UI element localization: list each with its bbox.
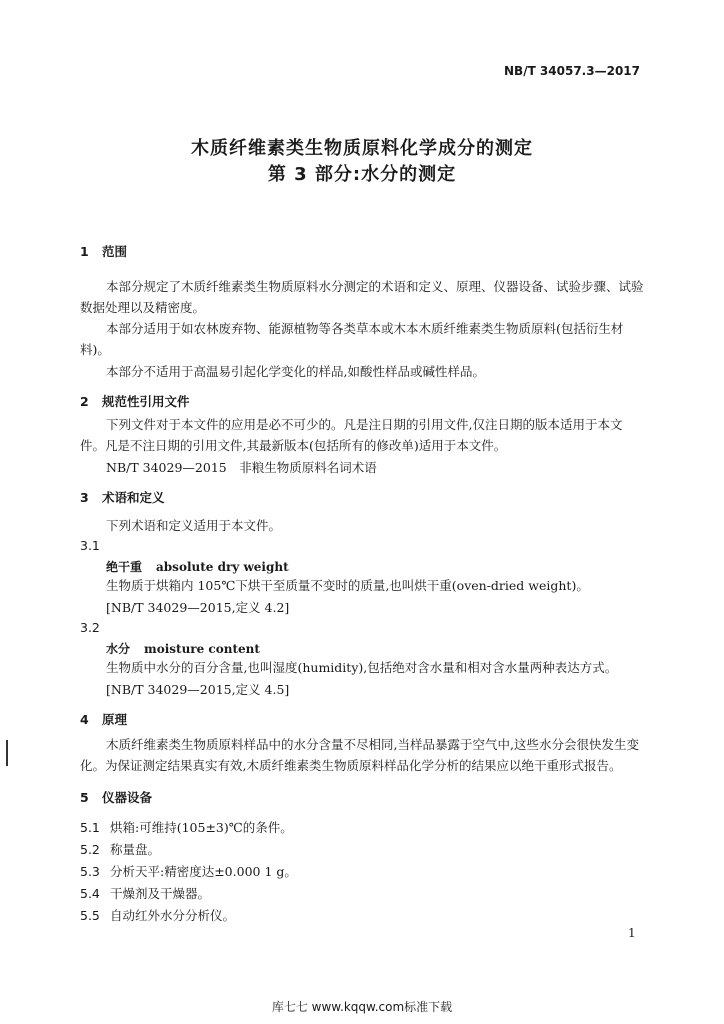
section-1-paragraph-1: 本部分规定了木质纤维素类生物质原料水分测定的术语和定义、原理、仪器设备、试验步骤、试验数据处理以及精密度。 [80, 279, 644, 315]
term-3-2-definition: 生物质中水分的百分含量,也叫湿度(humidity),包括绝对含水量和相对含水量两种表达方式。 [106, 660, 618, 675]
item-number: 5.5 [80, 908, 100, 923]
term-3-1-number: 3.1 [80, 538, 100, 553]
section-2-paragraph-1: 下列文件对于本文件的应用是必不可少的。凡是注日期的引用文件,仅注日期的版本适用于本文件。凡是不注日期的引用文件,其最新版本(包括所有的修改单)适用于本文件。 [80, 417, 623, 453]
section-title: 原理 [102, 712, 128, 727]
item-number: 5.2 [80, 842, 100, 857]
section-5-heading [80, 788, 152, 806]
item-number: 5.1 [80, 820, 100, 835]
section-number: 2 [80, 394, 89, 409]
item-text: 自动红外水分分析仪。 [110, 908, 236, 923]
term-3-1-definition: 生物质于烘箱内 105℃下烘干至质量不变时的质量,也叫烘干重(oven-dried weight)。 [106, 578, 589, 593]
section-number: 5 [80, 790, 89, 805]
term-chinese: 绝干重 [106, 560, 143, 574]
item-text: 分析天平:精密度达±0.000 1 g。 [110, 864, 297, 879]
section-number: 3 [80, 490, 89, 505]
item-text: 烘箱:可维持(105±3)℃的条件。 [110, 820, 293, 835]
footer-watermark: 库七七 www.kqqw.com标准下载 [271, 1000, 453, 1014]
term-chinese: 水分 [106, 642, 131, 656]
document-subtitle: 第 3 部分:水分的测定 [267, 164, 457, 185]
term-3-2-source: [NB/T 34029—2015,定义 4.5] [106, 682, 290, 697]
section-1-heading [80, 242, 127, 260]
item-number: 5.3 [80, 864, 100, 879]
section-4-heading [80, 710, 127, 728]
standard-number: NB/T 34057.3—2017 [504, 64, 640, 78]
section-title: 规范性引用文件 [102, 394, 190, 409]
scan-margin-mark [6, 740, 8, 766]
section-number: 4 [80, 712, 89, 727]
item-text: 干燥剂及干燥器。 [110, 886, 211, 901]
section-3-heading [80, 488, 165, 506]
list-item [80, 884, 210, 902]
list-item [80, 906, 235, 924]
document-title: 木质纤维素类生物质原料化学成分的测定 [191, 138, 533, 159]
item-number: 5.4 [80, 886, 100, 901]
section-title: 范围 [102, 244, 128, 259]
list-item [80, 862, 297, 880]
section-1-paragraph-2: 本部分适用于如农林废弃物、能源植物等各类草本或木本木质纤维素类生物质原料(包括衍生材料)。 [80, 321, 624, 357]
term-3-1-source: [NB/T 34029—2015,定义 4.2] [106, 600, 290, 615]
term-3-1 [106, 558, 289, 575]
list-item [80, 818, 293, 836]
section-1-paragraph-3: 本部分不适用于高温易引起化学变化的样品,如酸性样品或碱性样品。 [106, 364, 485, 379]
section-2-heading [80, 392, 190, 410]
term-3-2 [106, 640, 260, 657]
normative-reference: NB/T 34029—2015 非粮生物质原料名词术语 [106, 460, 377, 475]
section-title: 术语和定义 [102, 490, 165, 505]
term-3-2-number: 3.2 [80, 620, 100, 635]
list-item [80, 840, 160, 858]
page-number: 1 [628, 926, 636, 940]
section-title: 仪器设备 [102, 790, 153, 805]
term-english: absolute dry weight [156, 560, 289, 574]
section-3-paragraph-1: 下列术语和定义适用于本文件。 [106, 518, 282, 533]
section-number: 1 [80, 244, 89, 259]
section-4-paragraph-1: 木质纤维素类生物质原料样品中的水分含量不尽相同,当样品暴露于空气中,这些水分会很快发生变化。为保证测定结果真实有效,木质纤维素类生物质原料样品化学分析的结果应以绝干重形式报告。 [80, 737, 639, 773]
term-english: moisture content [144, 642, 260, 656]
item-text: 称量盘。 [110, 842, 161, 857]
